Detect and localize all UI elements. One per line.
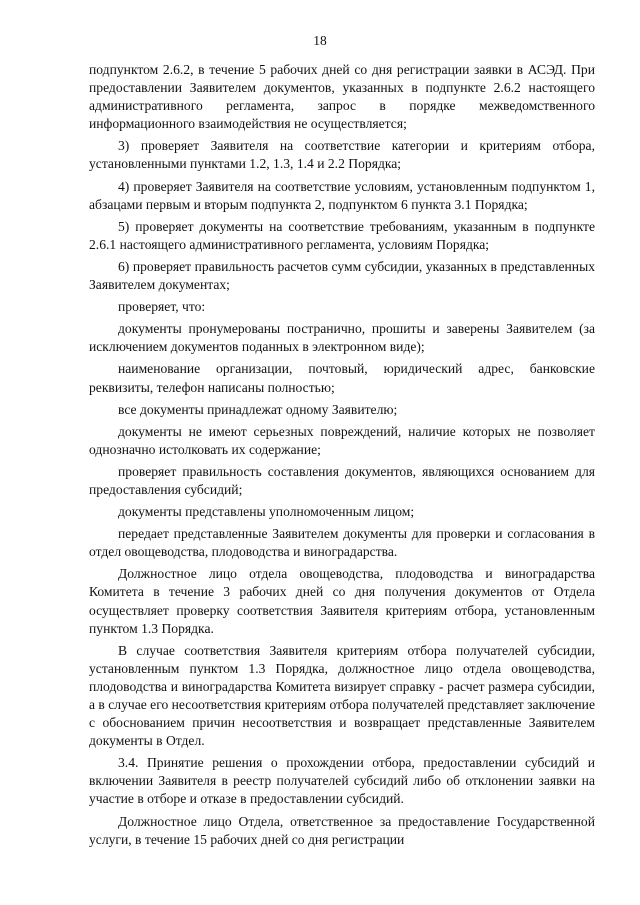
paragraph: Должностное лицо отдела овощеводства, плодоводства и виноградарства Комитета в течение 3 рабочих дней со дня получения документов от Отдела осуществляет проверку соответствия Заявителя критериям отбора, установленным пунктом 1.3 Порядка. <box>89 566 595 636</box>
document-body <box>89 61 595 849</box>
paragraph: проверяет правильность составления документов, являющихся основанием для предоставления субсидий; <box>89 463 595 497</box>
page-number: 18 <box>313 33 327 48</box>
paragraph: 5) проверяет документы на соответствие требованиям, указанным в подпункте 2.6.1 настоящего административного регламента, условиям Порядка; <box>89 218 595 252</box>
paragraph: документы представлены уполномоченным лицом; <box>118 504 415 520</box>
paragraph: наименование организации, почтовый, юридический адрес, банковские реквизиты, телефон написаны полностью; <box>89 361 595 395</box>
paragraph: В случае соответствия Заявителя критериям отбора получателей субсидии, установленным пунктом 1.3 Порядка, должностное лицо отдела овощеводства, плодоводства и виноградарства Комитета визирует справку - расчет размера субсидии, а в случае его несоответствия критериям отбора получателей представляет заключение с обоснованием причин несоответствия и возвращает представленные Заявителем документы в Отдел. <box>89 642 595 749</box>
paragraph: все документы принадлежат одному Заявителю; <box>118 401 398 417</box>
paragraph: передает представленные Заявителем документы для проверки и согласования в отдел овощеводства, плодоводства и виноградарства. <box>89 526 595 560</box>
paragraph: 4) проверяет Заявителя на соответствие условиям, установленным подпунктом 1, абзацами первым и вторым подпункта 2, подпунктом 6 пункта 3.1 Порядка; <box>89 178 595 212</box>
paragraph: документы не имеют серьезных повреждений, наличие которых не позволяет однозначно истолковать их содержание; <box>89 423 595 457</box>
paragraph: 3) проверяет Заявителя на соответствие категории и критериям отбора, установленными пунктами 1.2, 1.3, 1.4 и 2.2 Порядка; <box>89 138 595 172</box>
paragraph: подпунктом 2.6.2, в течение 5 рабочих дней со дня регистрации заявки в АСЭД. При предоставлении Заявителем документов, указанных в подпункте 2.6.2 настоящего административного регламента, запрос в порядке межведомственного информационного взаимодействия не осуществляется; <box>89 62 595 132</box>
paragraph: проверяет, что: <box>118 299 206 315</box>
paragraph: Должностное лицо Отдела, ответственное за предоставление Государственной услуги, в течение 15 рабочих дней со дня регистрации <box>89 813 595 847</box>
paragraph: документы пронумерованы постранично, прошиты и заверены Заявителем (за исключением документов поданных в электронном виде); <box>89 321 595 355</box>
paragraph: 3.4. Принятие решения о прохождении отбора, предоставлении субсидий и включении Заявителя в реестр получателей субсидий либо об отклонении заявки на участие в отборе и отказе в предоставлении субсидий. <box>89 755 595 807</box>
paragraph: 6) проверяет правильность расчетов сумм субсидии, указанных в представленных Заявителем документах; <box>89 258 595 293</box>
